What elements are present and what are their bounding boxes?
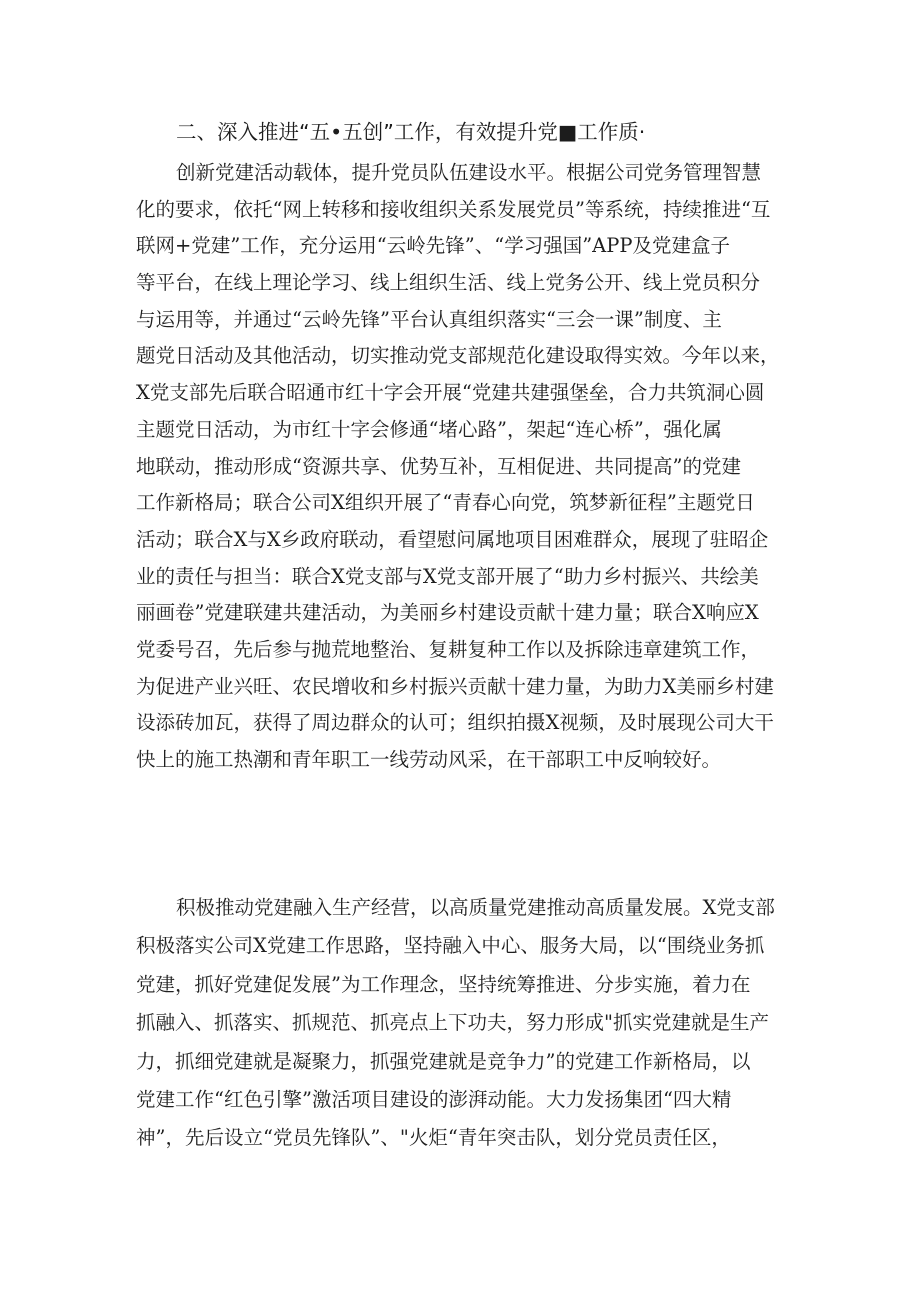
text-line: 抓融入、抓落实、抓规范、抓亮点上下功夫，努力形成"抓实党建就是生产 bbox=[136, 1011, 769, 1035]
text-line: 创新党建活动载体，提升党员队伍建设水平。根据公司党务管理智慧 bbox=[176, 161, 762, 184]
text-line: 地联动，推动形成“资源共享、优势互补，互相促进、共同提高”的党建 bbox=[136, 454, 741, 478]
text-line: X党支部先后联合昭通市红十字会开展“党建共建强堡垒，合力共筑洞心圆 bbox=[136, 381, 765, 405]
text-line: 设添砖加瓦，获得了周边群众的认可；组织拍摄X视频，及时展现公司大干 bbox=[136, 711, 774, 735]
text-line: 工作新格局；联合公司X组织开展了“青春心向党，筑梦新征程”主题党日 bbox=[136, 491, 755, 515]
text-line: 业的责任与担当：联合X党支部与X党支部开展了“助力乡村振兴、共绘美 bbox=[136, 564, 759, 588]
text-line: 神”，先后设立“党员先锋队”、"火炬“青年突击队，划分党员责任区， bbox=[136, 1126, 731, 1150]
text-line: 党建，抓好党建促发展”为工作理念，坚持统筹推进、分步实施，着力在 bbox=[136, 972, 751, 996]
text-line: 题党日活动及其他活动，切实推动党支部规范化建设取得实效。今年以来， bbox=[136, 344, 780, 368]
text-line: 主题党日活动，为市红十字会修通“堵心路”，架起“连心桥”，强化属 bbox=[136, 417, 722, 441]
text-line: 快上的施工热潮和青年职工一线劳动风采，在干部职工中反响较好。 bbox=[136, 748, 722, 771]
text-line: 丽画卷”党建联建共建活动，为美丽乡村建设贡献十建力量；联合X响应X bbox=[136, 601, 759, 625]
text-line: 化的要求，依托“网上转移和接收组织关系发展党员”等系统，持续推进“互 bbox=[136, 197, 771, 221]
text-line: 积极落实公司X党建工作思路，坚持融入中心、服务大局，以“围绕业务抓 bbox=[136, 934, 765, 958]
paragraph-1 bbox=[136, 155, 792, 779]
text-line: 等平台，在线上理论学习、线上组织生活、线上党务公开、线上党员积分 bbox=[136, 271, 761, 295]
text-line: 党建工作“红色引擎”激活项目建设的澎湃动能。大力发扬集团“四大精 bbox=[136, 1087, 732, 1111]
text-line: 活动；联合X与X乡政府联动，看望慰问属地项目困难群众，展现了驻昭企 bbox=[136, 527, 769, 551]
paragraph-2 bbox=[136, 889, 792, 1158]
text-line: 为促进产业兴旺、农民增收和乡村振兴贡献十建力量，为助力X美丽乡村建 bbox=[136, 674, 774, 698]
text-line: 力，抓细党建就是凝聚力，抓强党建就是竞争力”的党建工作新格局，以 bbox=[136, 1049, 751, 1073]
text-line: 与运用等，并通过“云岭先锋”平台认真组织落实“三会一课”制度、主 bbox=[136, 307, 722, 331]
text-line: 联网+党建”工作，充分运用“云岭先锋”、“学习强国”APP及党建盒子 bbox=[136, 234, 731, 258]
text-line: 积极推动党建融入生产经营，以高质量党建推动高质量发展。X党支部 bbox=[176, 896, 775, 919]
section-heading: 二、深入推进“五•五创”工作，有效提升党■工作质· bbox=[176, 120, 646, 144]
text-line: 党委号召，先后参与抛荒地整治、复耕复种工作以及拆除违章建筑工作， bbox=[136, 637, 761, 661]
